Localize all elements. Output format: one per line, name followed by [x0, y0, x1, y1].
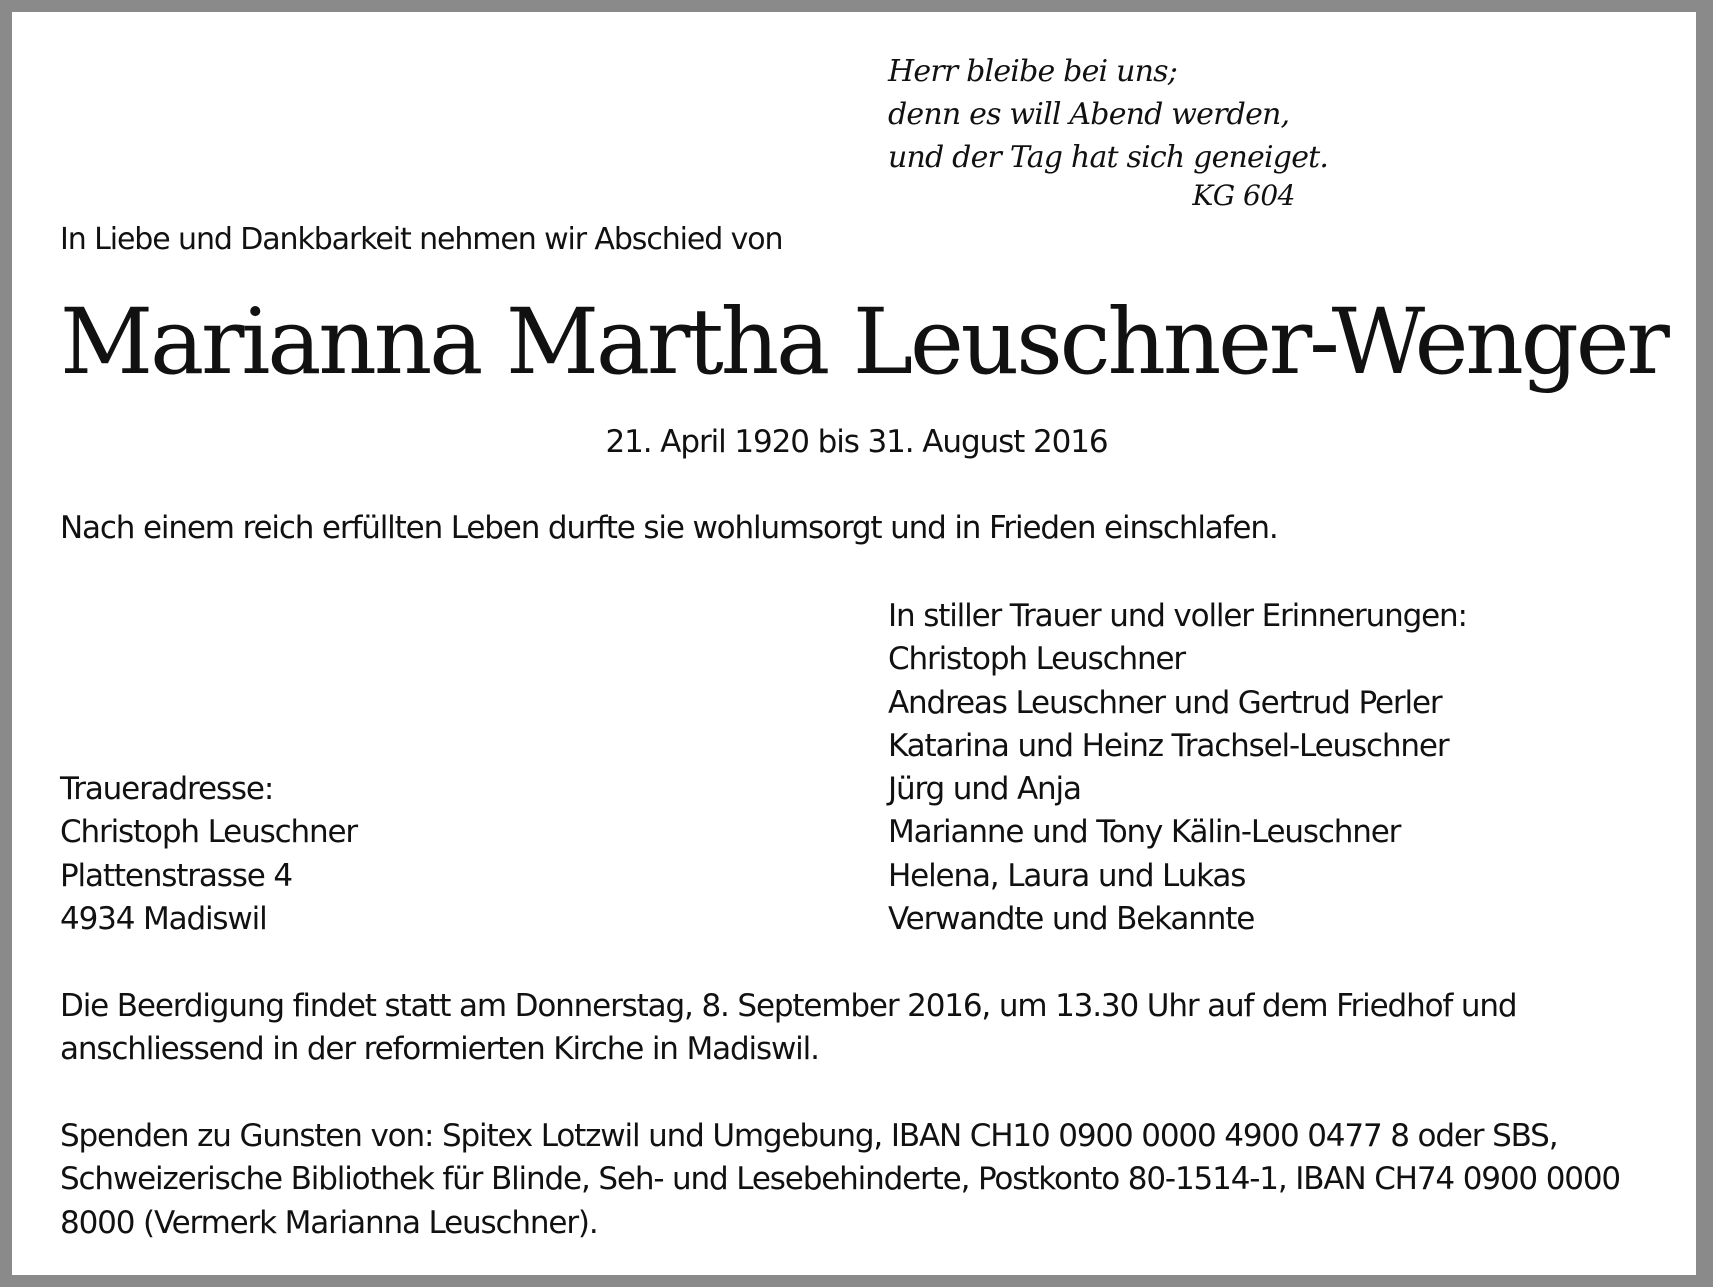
- mourner-name: Verwandte und Bekannte: [888, 901, 1255, 938]
- donations-line: Schweizerische Bibliothek für Blinde, Seh- und Lesebehinderte, Postkonto 80-1514-1, IBAN CH74 0900 0000: [60, 1161, 1620, 1198]
- mourner-name: Marianne und Tony Kälin-Leuschner: [888, 814, 1401, 851]
- mourner-name: Katarina und Heinz Trachsel-Leuschner: [888, 727, 1449, 764]
- address-label: Traueradresse:: [60, 771, 274, 807]
- life-dates: 21. April 1920 bis 31. August 2016: [605, 424, 1108, 460]
- mourners-heading: In stiller Trauer und voller Erinnerungen:: [888, 598, 1467, 634]
- funeral-line: Die Beerdigung findet statt am Donnerstag, 8. September 2016, um 13.30 Uhr auf dem Friedhof und: [60, 988, 1517, 1024]
- address-street: Plattenstrasse 4: [60, 857, 292, 894]
- verse-line: und der Tag hat sich geneiget.: [888, 140, 1329, 175]
- bible-verse: [888, 50, 1328, 179]
- funeral-line: anschliessend in der reformierten Kirche in Madiswil.: [60, 1031, 819, 1068]
- donations-line: Spenden zu Gunsten von: Spitex Lotzwil und Umgebung, IBAN CH10 0900 0000 4900 0477 8 oder SBS,: [60, 1118, 1558, 1154]
- farewell-sentence: Nach einem reich erfüllten Leben durfte sie wohlumsorgt und in Frieden einschlafen.: [60, 510, 1278, 546]
- mourning-address: [60, 768, 357, 941]
- verse-reference: KG 604: [1192, 179, 1295, 212]
- mourner-name: Helena, Laura und Lukas: [888, 857, 1246, 894]
- funeral-notice: [60, 985, 1652, 1072]
- verse-line: Herr bleibe bei uns;: [888, 54, 1178, 89]
- mourner-name: Christoph Leuschner: [888, 641, 1186, 678]
- verse-line: denn es will Abend werden,: [888, 97, 1290, 132]
- address-name: Christoph Leuschner: [60, 814, 358, 851]
- mourner-name: Jürg und Anja: [888, 771, 1081, 808]
- donations-notice: [60, 1115, 1652, 1245]
- mourners-list: [888, 595, 1467, 941]
- intro-text: In Liebe und Dankbarkeit nehmen wir Abschied von: [60, 222, 783, 257]
- deceased-name: Marianna Martha Leuschner-Wenger: [60, 290, 1667, 395]
- mourner-name: Andreas Leuschner und Gertrud Perler: [888, 684, 1442, 721]
- address-city: 4934 Madiswil: [60, 900, 267, 937]
- donations-line: 8000 (Vermerk Marianna Leuschner).: [60, 1204, 598, 1241]
